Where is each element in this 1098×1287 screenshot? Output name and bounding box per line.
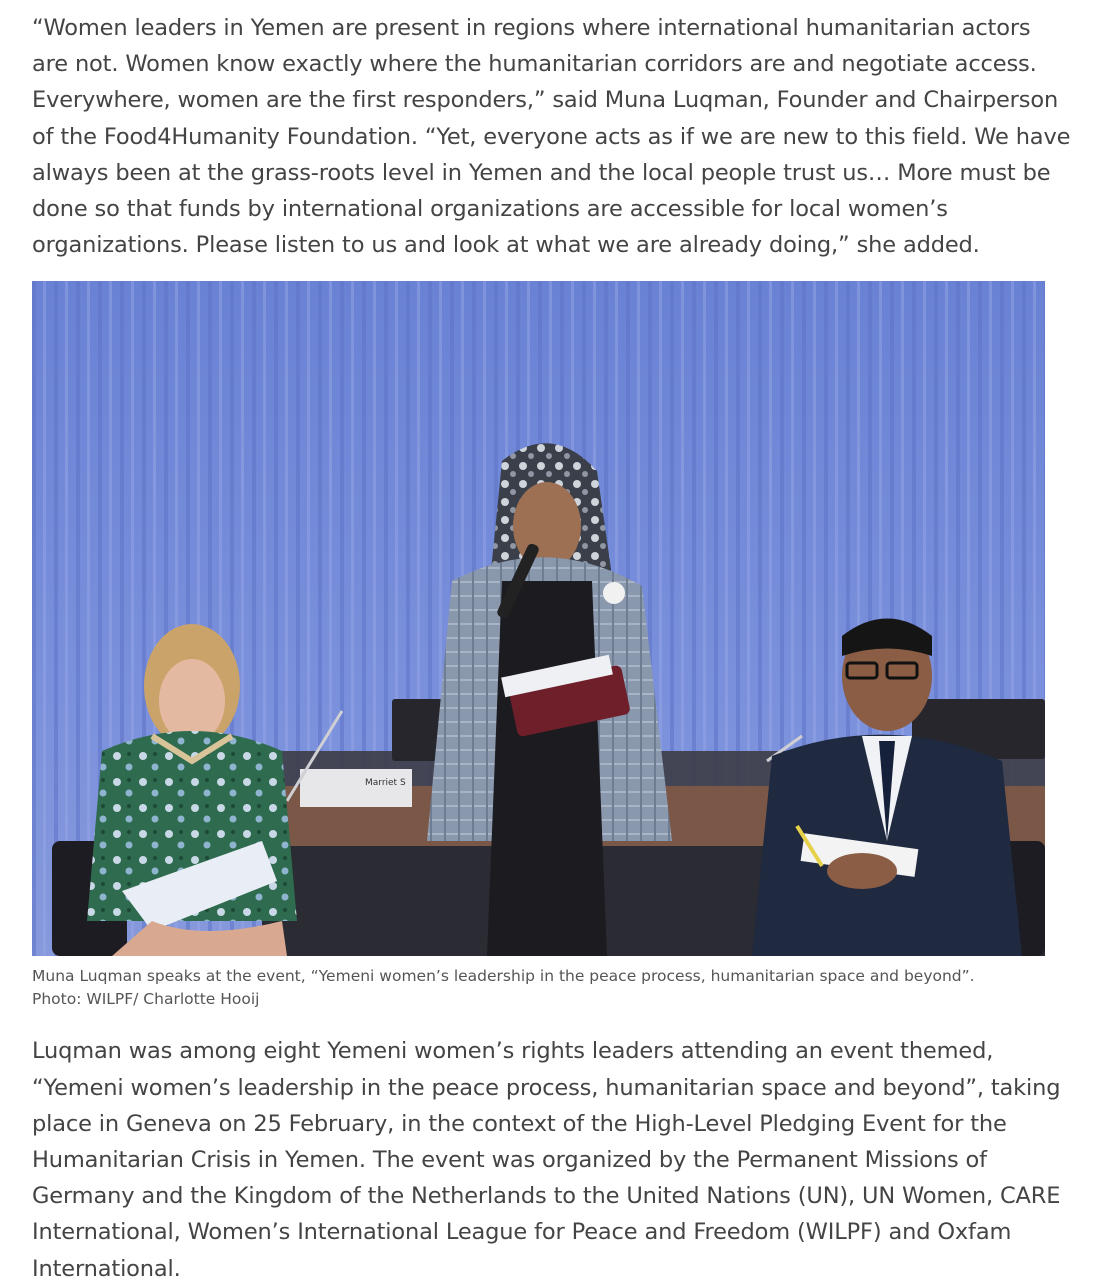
badge-pin <box>603 582 625 604</box>
photo-credit: Photo: WILPF/ Charlotte Hooij <box>32 990 260 1009</box>
nameplate-text: Marriet S <box>365 778 406 789</box>
photo-caption <box>32 965 1045 1011</box>
event-photo <box>32 281 1045 956</box>
event-photo-illustration <box>32 281 1045 956</box>
article-body <box>32 10 1072 1287</box>
intro-paragraph: “Women leaders in Yemen are present in regions where international humanitarian actors are not. Women know exactly where the humanitarian corridors are and negotiate access. Everywhere, women are the first responders,” said Muna Luqman, Founder and Chairperson of the Food4Humanity Foundation. “Yet, everyone acts as if we are new to this field. We have always been at the grass-roots level in Yemen and the local people trust us… More must be done so that funds by international organizations are accessible for local women’s organizations. Please listen to us and look at what we are already doing,” she added. <box>32 15 1071 259</box>
nameplate-card <box>300 769 412 807</box>
article-photo-figure <box>32 281 1045 1011</box>
body-paragraph: Luqman was among eight Yemeni women’s rights leaders attending an event themed, “Yemeni women’s leadership in the peace process, humanitarian space and beyond”, taking place in Geneva on 25 February, in the context of the High-Level Pledging Event for the Humanitarian Crisis in Yemen. The event was organized by the Permanent Missions of Germany and the Kingdom of the Netherlands to the United Nations (UN), UN Women, CARE International, Women’s International League for Peace and Freedom (WILPF) and Oxfam International. <box>32 1038 1061 1282</box>
caption-description: Muna Luqman speaks at the event, “Yemeni women’s leadership in the peace process, humanitarian space and beyond”. <box>32 967 975 986</box>
